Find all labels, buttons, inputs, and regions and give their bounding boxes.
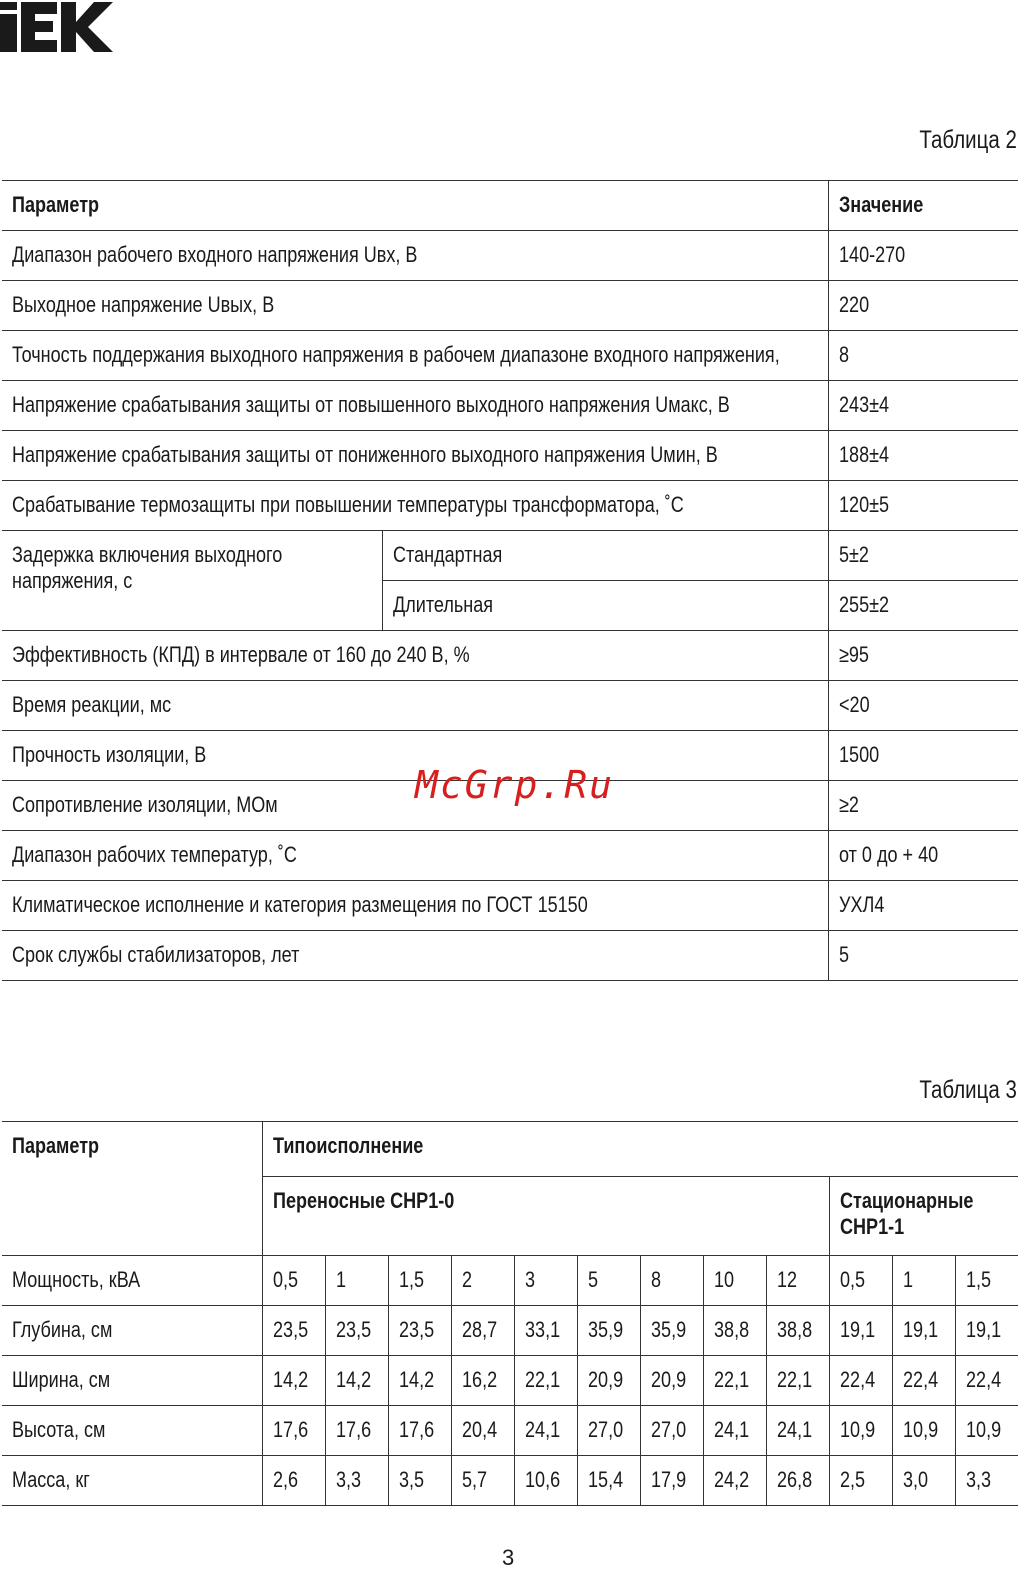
value-cell: 5 bbox=[828, 931, 1018, 981]
value-cell: ≥2 bbox=[828, 781, 1018, 831]
watermark-text: McGrp.Ru bbox=[415, 763, 615, 807]
value-cell: 1,5 bbox=[388, 1256, 451, 1306]
value-cell: 22,1 bbox=[767, 1356, 830, 1406]
value-cell: 33,1 bbox=[514, 1306, 577, 1356]
param-cell: Диапазон рабочего входного напряжения Uвх, В bbox=[2, 231, 828, 281]
value-cell: 10,6 bbox=[514, 1456, 577, 1506]
value-cell: 3 bbox=[514, 1256, 577, 1306]
header-portable: Переносные СНР1-0 bbox=[262, 1177, 829, 1256]
value-cell: 1,5 bbox=[956, 1256, 1018, 1306]
value-cell: 22,1 bbox=[514, 1356, 577, 1406]
value-cell: 3,5 bbox=[388, 1456, 451, 1506]
value-cell: 5,7 bbox=[451, 1456, 514, 1506]
value-cell: <20 bbox=[828, 681, 1018, 731]
value-cell: 19,1 bbox=[830, 1306, 893, 1356]
table3 bbox=[2, 1121, 1018, 1506]
table-row bbox=[2, 331, 1018, 381]
value-cell: 3,3 bbox=[325, 1456, 388, 1506]
value-cell: 20,4 bbox=[451, 1406, 514, 1456]
value-cell: 220 bbox=[828, 281, 1018, 331]
value-cell: 35,9 bbox=[577, 1306, 640, 1356]
table-row bbox=[2, 531, 1018, 581]
header-param: Параметр bbox=[2, 181, 828, 231]
value-cell: 8 bbox=[828, 331, 1018, 381]
table-row bbox=[2, 931, 1018, 981]
table2 bbox=[2, 180, 1018, 981]
value-cell: 10,9 bbox=[893, 1406, 956, 1456]
value-cell: 0,5 bbox=[262, 1256, 325, 1306]
value-cell: 243±4 bbox=[828, 381, 1018, 431]
delay-long-label: Длительная bbox=[382, 581, 828, 631]
value-cell: 2,6 bbox=[262, 1456, 325, 1506]
delay-param-cell: Задержка включения выходного напряжения, с bbox=[2, 531, 382, 631]
table2-caption: Таблица 2 bbox=[919, 126, 1017, 154]
value-cell: 14,2 bbox=[325, 1356, 388, 1406]
value-cell: 28,7 bbox=[451, 1306, 514, 1356]
value-cell: 1 bbox=[325, 1256, 388, 1306]
value-cell: 35,9 bbox=[640, 1306, 703, 1356]
value-cell: 5 bbox=[577, 1256, 640, 1306]
value-cell: 27,0 bbox=[577, 1406, 640, 1456]
value-cell: 22,4 bbox=[893, 1356, 956, 1406]
table-header-row bbox=[2, 1122, 1018, 1177]
param-cell: Срабатывание термозащиты при повышении температуры трансформатора, ˚С bbox=[2, 481, 828, 531]
value-cell: 1500 bbox=[828, 731, 1018, 781]
param-cell: Эффективность (КПД) в интервале от 160 до 240 В, % bbox=[2, 631, 828, 681]
param-cell: Точность поддержания выходного напряжения в рабочем диапазоне входного напряжения, bbox=[2, 331, 828, 381]
delay-standard-value: 5±2 bbox=[828, 531, 1018, 581]
value-cell: 20,9 bbox=[577, 1356, 640, 1406]
value-cell: 22,1 bbox=[704, 1356, 767, 1406]
value-cell: 3,3 bbox=[956, 1456, 1018, 1506]
value-cell: 16,2 bbox=[451, 1356, 514, 1406]
table-row bbox=[2, 1456, 1018, 1506]
value-cell: 3,0 bbox=[893, 1456, 956, 1506]
value-cell: 38,8 bbox=[704, 1306, 767, 1356]
page-number: 3 bbox=[502, 1545, 515, 1570]
param-cell: Глубина, см bbox=[2, 1306, 262, 1356]
value-cell: 15,4 bbox=[577, 1456, 640, 1506]
param-cell: Мощность, кВА bbox=[2, 1256, 262, 1306]
value-cell: 23,5 bbox=[388, 1306, 451, 1356]
value-cell: 19,1 bbox=[956, 1306, 1018, 1356]
table-row bbox=[2, 681, 1018, 731]
param-cell: Срок службы стабилизаторов, лет bbox=[2, 931, 828, 981]
table-row bbox=[2, 1256, 1018, 1306]
value-cell: 2 bbox=[451, 1256, 514, 1306]
param-cell: Время реакции, мс bbox=[2, 681, 828, 731]
value-cell: 188±4 bbox=[828, 431, 1018, 481]
param-cell: Диапазон рабочих температур, ˚С bbox=[2, 831, 828, 881]
header-stationary: Стационарные СНР1-1 bbox=[830, 1177, 1018, 1256]
table-row bbox=[2, 381, 1018, 431]
value-cell: 10,9 bbox=[956, 1406, 1018, 1456]
value-cell: 10 bbox=[704, 1256, 767, 1306]
value-cell: 26,8 bbox=[767, 1456, 830, 1506]
value-cell: 120±5 bbox=[828, 481, 1018, 531]
value-cell: 19,1 bbox=[893, 1306, 956, 1356]
table-row bbox=[2, 431, 1018, 481]
table3-caption: Таблица 3 bbox=[919, 1076, 1017, 1104]
value-cell: ≥95 bbox=[828, 631, 1018, 681]
value-cell: 22,4 bbox=[830, 1356, 893, 1406]
header-type: Типоисполнение bbox=[262, 1122, 1018, 1177]
table-row bbox=[2, 881, 1018, 931]
value-cell: 14,2 bbox=[388, 1356, 451, 1406]
value-cell: 10,9 bbox=[830, 1406, 893, 1456]
value-cell: 1 bbox=[893, 1256, 956, 1306]
param-cell: Ширина, см bbox=[2, 1356, 262, 1406]
table-row bbox=[2, 281, 1018, 331]
param-cell: Сопротивление изоляции, МОм bbox=[2, 781, 828, 831]
value-cell: 24,1 bbox=[767, 1406, 830, 1456]
value-cell: 24,1 bbox=[514, 1406, 577, 1456]
table-row bbox=[2, 1356, 1018, 1406]
table3-body bbox=[2, 1256, 1018, 1506]
delay-standard-label: Стандартная bbox=[382, 531, 828, 581]
value-cell: 0,5 bbox=[830, 1256, 893, 1306]
value-cell: 38,8 bbox=[767, 1306, 830, 1356]
value-cell: 17,6 bbox=[388, 1406, 451, 1456]
param-cell: Прочность изоляции, В bbox=[2, 731, 828, 781]
value-cell: от 0 до + 40 bbox=[828, 831, 1018, 881]
value-cell: 12 bbox=[767, 1256, 830, 1306]
table-header-row bbox=[2, 181, 1018, 231]
table-row bbox=[2, 631, 1018, 681]
param-cell: Климатическое исполнение и категория размещения по ГОСТ 15150 bbox=[2, 881, 828, 931]
value-cell: 27,0 bbox=[640, 1406, 703, 1456]
value-cell: 8 bbox=[640, 1256, 703, 1306]
value-cell: 17,6 bbox=[325, 1406, 388, 1456]
iek-logo bbox=[0, 0, 116, 54]
value-cell: 20,9 bbox=[640, 1356, 703, 1406]
value-cell: 140-270 bbox=[828, 231, 1018, 281]
table-row bbox=[2, 1406, 1018, 1456]
table-row bbox=[2, 831, 1018, 881]
table-row bbox=[2, 231, 1018, 281]
param-cell: Напряжение срабатывания защиты от повышенного выходного напряжения Uмакс, В bbox=[2, 381, 828, 431]
value-cell: 14,2 bbox=[262, 1356, 325, 1406]
value-cell: 24,2 bbox=[704, 1456, 767, 1506]
value-cell: 17,6 bbox=[262, 1406, 325, 1456]
value-cell: 2,5 bbox=[830, 1456, 893, 1506]
value-cell: 17,9 bbox=[640, 1456, 703, 1506]
param-cell: Масса, кг bbox=[2, 1456, 262, 1506]
value-cell: 24,1 bbox=[704, 1406, 767, 1456]
value-cell: 23,5 bbox=[325, 1306, 388, 1356]
header-value: Значение bbox=[828, 181, 1018, 231]
table-row bbox=[2, 481, 1018, 531]
table-row bbox=[2, 1306, 1018, 1356]
param-cell: Напряжение срабатывания защиты от пониженного выходного напряжения Uмин, В bbox=[2, 431, 828, 481]
param-cell: Высота, см bbox=[2, 1406, 262, 1456]
value-cell: УХЛ4 bbox=[828, 881, 1018, 931]
value-cell: 22,4 bbox=[956, 1356, 1018, 1406]
value-cell: 23,5 bbox=[262, 1306, 325, 1356]
delay-long-value: 255±2 bbox=[828, 581, 1018, 631]
header-param: Параметр bbox=[2, 1122, 262, 1256]
param-cell: Выходное напряжение Uвых, В bbox=[2, 281, 828, 331]
